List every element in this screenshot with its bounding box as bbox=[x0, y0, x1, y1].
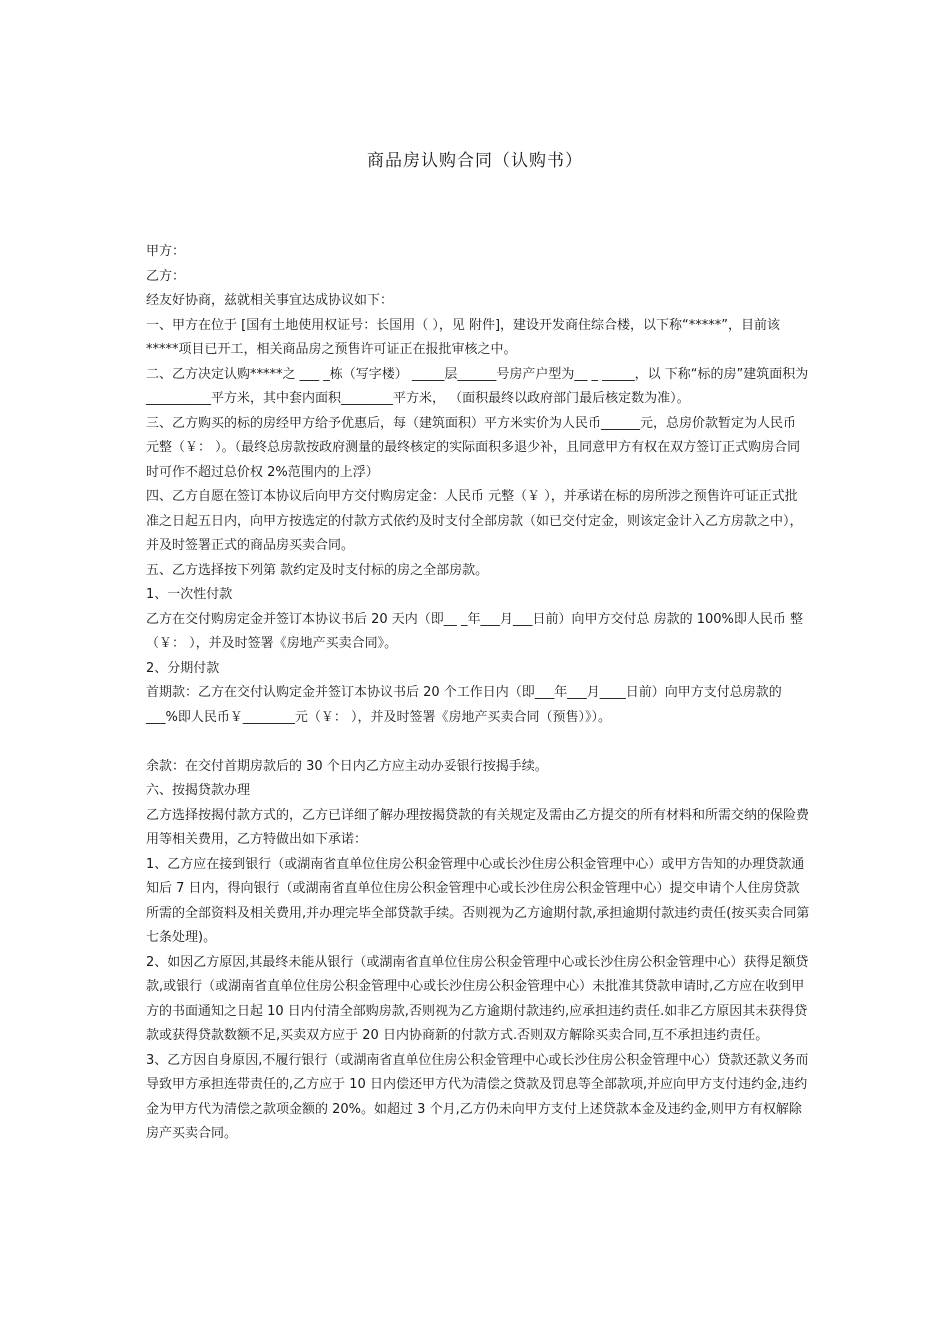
clause-6-heading: 六、按揭贷款办理 bbox=[146, 783, 251, 798]
document-body bbox=[146, 240, 810, 1147]
payment-option-2-heading: 2、分期付款 bbox=[146, 660, 220, 676]
party-b-line: 乙方： bbox=[146, 268, 186, 284]
clause-5: 五、乙方选择按下列第 款约定及时支付标的房之全部房款。 bbox=[146, 562, 489, 578]
payment-option-1-heading: 1、一次性付款 bbox=[146, 587, 233, 602]
clause-2: 二、乙方决定认购*****之 ___ _栋（写字楼） _____层______号房产户型为__ _ _____，以 下称“标的房”建筑面积为__________平方米，其中套内面积________平方米， （面积最终以政府部门最后核定数为准）。 bbox=[146, 366, 809, 406]
clause-1: 一、甲方在位于 [国有土地使用权证号：长国用（ ），见 附件]，建设开发商住综合楼，以下称“*****”，目前该*****项目已开工，相关商品房之预售许可证正在报批审核之中。 bbox=[146, 317, 781, 357]
clause-6-item-2: 2、如因乙方原因,其最终未能从银行（或湖南省直单位住房公积金管理中心或长沙住房公积金管理中心）获得足额贷款,或银行（或湖南省直单位住房公积金管理中心或长沙住房公积金管理中心）未批准其贷款申请时,乙方应在收到甲方的书面通知之日起 10 日内付清全部购房款,否则视为乙方逾期付款违约,应承担违约责任.如非乙方原因其未获得贷款或获得贷款数额不足,买卖双方应于 20 日内协商新的付款方式.否则双方解除买卖合同,互不承担违约责任。 bbox=[146, 954, 809, 1043]
paragraph-spacer bbox=[146, 730, 810, 755]
clause-6-item-3: 3、乙方因自身原因,不履行银行（或湖南省直单位住房公积金管理中心或长沙住房公积金管理中心）贷款还款义务而导致甲方承担连带责任的,乙方应于 10 日内偿还甲方代为清偿之贷款及罚息等全部款项,并应向甲方支付违约金,违约金为甲方代为清偿之款项金额的 20%。如超过 3 个月,乙方仍未向甲方支付上述贷款本金及违约金,则甲方有权解除房产买卖合同。 bbox=[146, 1052, 809, 1141]
balance-text: 余款：在交付首期房款后的 30 个日内乙方应主动办妥银行按揭手续。 bbox=[146, 758, 548, 774]
clause-4: 四、乙方自愿在签订本协议后向甲方交付购房定金：人民币 元整（￥ ），并承诺在标的房所涉之预售许可证正式批准之日起五日内，向甲方按选定的付款方式依约及时支付全部房款（如已交付定金，则该定金计入乙方房款之中），并及时签署正式的商品房买卖合同。 bbox=[146, 489, 803, 553]
party-a-line: 甲方： bbox=[146, 244, 186, 259]
payment-option-1-text: 乙方在交付购房定金并签订本协议书后 20 天内（即__ _年___月___日前）向甲方交付总 房款的 100%即人民币 整（￥： ），并及时签署《房地产买卖合同》。 bbox=[146, 611, 804, 651]
document-title: 商品房认购合同（认购书） bbox=[367, 151, 583, 171]
clause-3: 三、乙方购买的标的房经甲方给予优惠后，每（建筑面积）平方米实价为人民币______元，总房价款暂定为人民币 元整（￥： ）。（最终总房款按政府测量的最终核定的实际面积多退少补，且同意甲方有权在双方签订正式购房合同时可作不超过总价权 2%范围内的上浮） bbox=[146, 415, 801, 480]
clause-6-intro: 乙方选择按揭付款方式的，乙方已详细了解办理按揭贷款的有关规定及需由乙方提交的所有材料和所需交纳的保险费用等相关费用，乙方特做出如下承诺： bbox=[146, 807, 810, 847]
clause-6-item-1: 1、乙方应在接到银行（或湖南省直单位住房公积金管理中心或长沙住房公积金管理中心）或甲方告知的办理贷款通知后 7 日内，得向银行（或湖南省直单位住房公积金管理中心或长沙住房公积金管理中心）提交申请个人住房贷款所需的全部资料及相关费用,并办理完毕全部贷款手续。否则视为乙方逾期付款,承担逾期付款违约责任(按买卖合同第七条处理)。 bbox=[146, 856, 810, 945]
payment-option-2-text: 首期款：乙方在交付认购定金并签订本协议书后 20 个工作日内（即___年___月____日前）向甲方支付总房款的___%即人民币￥________元（￥： ），并及时签署《房地产买卖合同（预售）》）。 bbox=[146, 685, 782, 725]
preamble: 经友好协商，兹就相关事宜达成协议如下： bbox=[146, 293, 394, 308]
